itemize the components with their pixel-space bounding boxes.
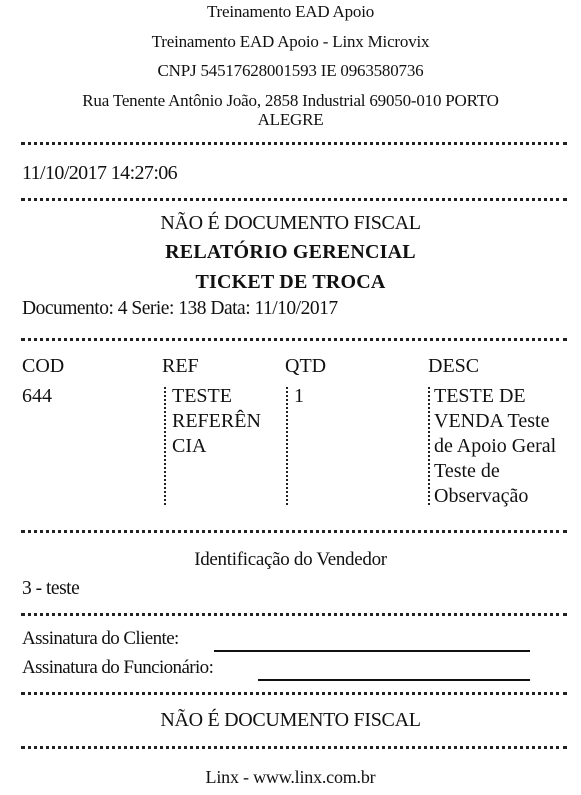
employee-signature-label: Assinatura do Funcionário: [22, 657, 214, 678]
cell-ref [172, 384, 261, 459]
client-signature-label: Assinatura do Cliente: [22, 628, 179, 649]
company-tax-ids: CNPJ 54517628001593 IE 0963580736 [157, 61, 424, 80]
cell-desc-line: Observação [434, 485, 529, 507]
seller-section-title: Identificação do Vendedor [194, 549, 387, 570]
cell-ref-line: CIA [172, 435, 207, 457]
separator [21, 198, 567, 201]
separator [21, 142, 567, 145]
column-divider [164, 387, 166, 505]
employee-signature-line [258, 679, 530, 681]
column-header-desc: DESC [428, 355, 480, 377]
company-legal-name: Treinamento EAD Apoio - Linx Microvix [151, 32, 430, 51]
separator [21, 613, 567, 616]
cell-desc [434, 384, 556, 509]
company-address-line1: Rua Tenente Antônio João, 2858 Industrial 69050-010 PORTO [82, 91, 499, 110]
cell-ref-line: REFERÊN [172, 410, 261, 432]
cell-qtd: 1 [294, 385, 304, 407]
separator [21, 338, 567, 341]
separator [21, 746, 567, 749]
separator [21, 692, 567, 695]
seller-value: 3 - teste [22, 578, 80, 599]
issue-datetime: 11/10/2017 14:27:06 [22, 162, 178, 184]
cell-desc-line: Teste de [434, 460, 500, 482]
company-name: Treinamento EAD Apoio [206, 2, 375, 21]
separator [21, 530, 567, 533]
non-fiscal-notice-top: NÃO É DOCUMENTO FISCAL [160, 212, 421, 234]
client-signature-line [214, 650, 530, 652]
column-header-qtd: QTD [285, 355, 327, 377]
column-header-ref: REF [162, 355, 199, 377]
cell-desc-line: TESTE DE [434, 385, 526, 407]
column-header-cod: COD [22, 355, 65, 377]
ticket-title: TICKET DE TROCA [195, 271, 386, 293]
report-title: RELATÓRIO GERENCIAL [165, 241, 416, 263]
cell-desc-line: de Apoio Geral [434, 435, 557, 457]
non-fiscal-notice-bottom: NÃO É DOCUMENTO FISCAL [160, 709, 421, 731]
column-divider [428, 387, 430, 505]
cell-desc-line: VENDA Teste [434, 410, 550, 432]
cell-cod: 644 [22, 385, 52, 407]
cell-ref-line: TESTE [172, 385, 232, 407]
company-address-line2: ALEGRE [257, 110, 324, 129]
document-info: Documento: 4 Serie: 138 Data: 11/10/2017 [22, 298, 338, 319]
column-divider [286, 387, 288, 505]
footer-website: Linx - www.linx.com.br [205, 767, 376, 787]
